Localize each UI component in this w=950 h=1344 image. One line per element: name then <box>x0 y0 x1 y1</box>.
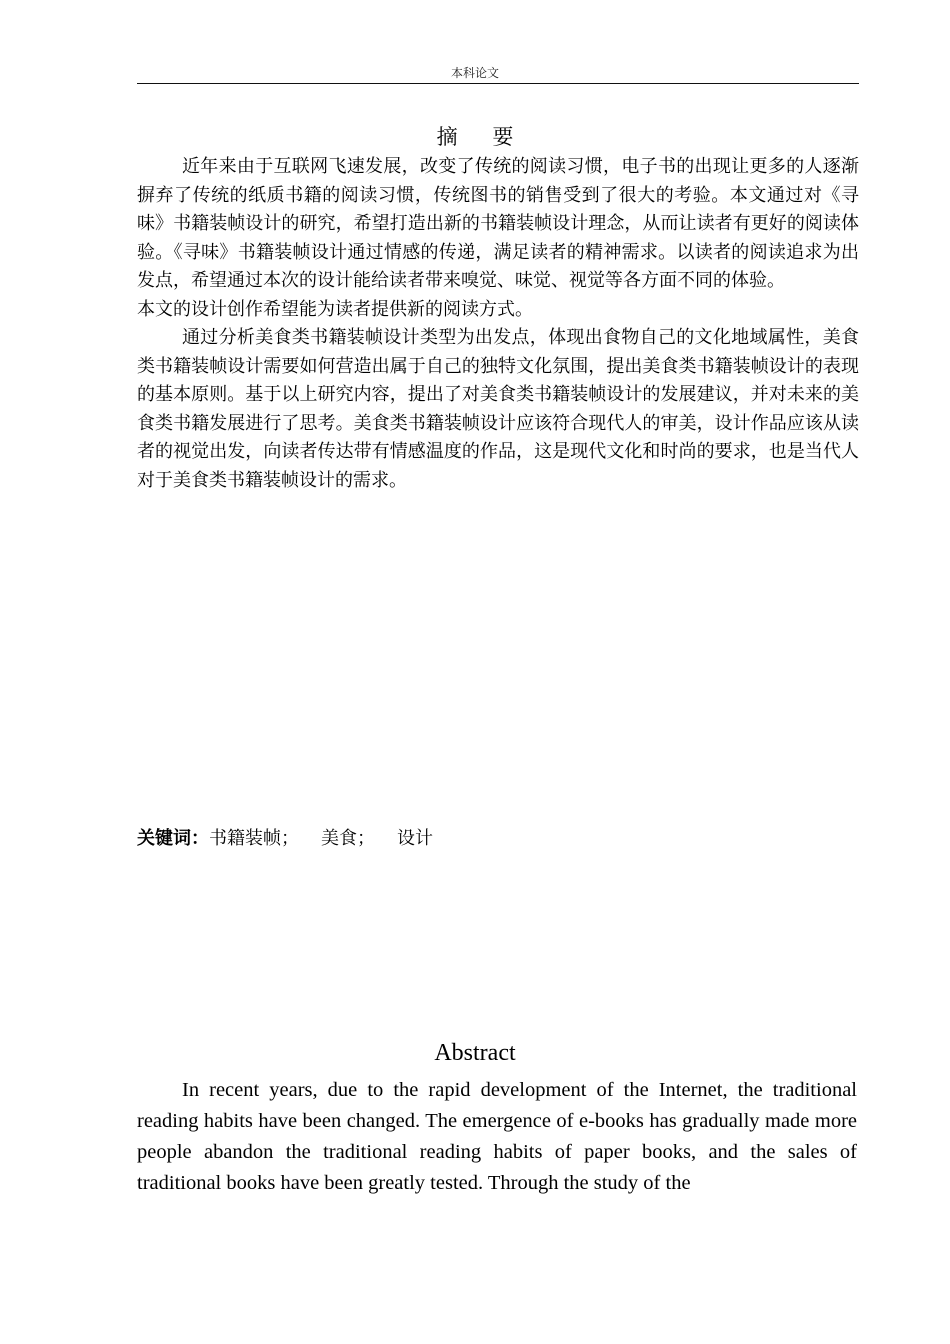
header-divider <box>137 83 859 84</box>
abstract-paragraph: 近年来由于互联网飞速发展，改变了传统的阅读习惯，电子书的出现让更多的人逐渐摒弃了传统的纸质书籍的阅读习惯，传统图书的销售受到了很大的考验。本文通过对《寻味》书籍装帧设计的研究，希望打造出新的书籍装帧设计理念，从而让读者有更好的阅读体验。《寻味》书籍装帧设计通过情感的传递，满足读者的精神需求。以读者的阅读追求为出发点，希望通过本次的设计能给读者带来嗅觉、味觉、视觉等各方面不同的体验。 <box>137 156 859 291</box>
chinese-abstract-title: 摘 要 <box>436 125 528 149</box>
abstract-paragraph: 本文的设计创作希望能为读者提供新的阅读方式。 <box>137 298 533 320</box>
running-header: 本科论文 <box>450 66 499 80</box>
english-abstract-body <box>137 1075 857 1199</box>
abstract-paragraph: In recent years, due to the rapid development of the Internet, the traditional reading habits have been changed. The emergence of e-books has gradually made more people abandon the traditional reading habits of paper books, and the sales of traditional books have been greatly tested. Through the study of the <box>137 1079 857 1194</box>
keywords-line <box>137 824 859 854</box>
chinese-abstract-body <box>137 153 859 495</box>
keyword-item: 设计 <box>397 828 433 849</box>
keywords-label: 关键词： <box>137 828 209 849</box>
abstract-paragraph: 通过分析美食类书籍装帧设计类型为出发点，体现出食物自己的文化地域属性，美食类书籍装帧设计需要如何营造出属于自己的独特文化氛围，提出美食类书籍装帧设计的表现的基本原则。基于以上研究内容，提出了对美食类书籍装帧设计的发展建议，并对未来的美食类书籍发展进行了思考。美食类书籍装帧设计应该符合现代人的审美，设计作品应该从读者的视觉出发，向读者传达带有情感温度的作品，这是现代文化和时尚的要求，也是当代人对于美食类书籍装帧设计的需求。 <box>137 327 859 491</box>
english-abstract-title: Abstract <box>434 1040 516 1066</box>
keyword-item: 美食； <box>321 828 375 849</box>
keyword-item: 书籍装帧； <box>209 828 299 849</box>
